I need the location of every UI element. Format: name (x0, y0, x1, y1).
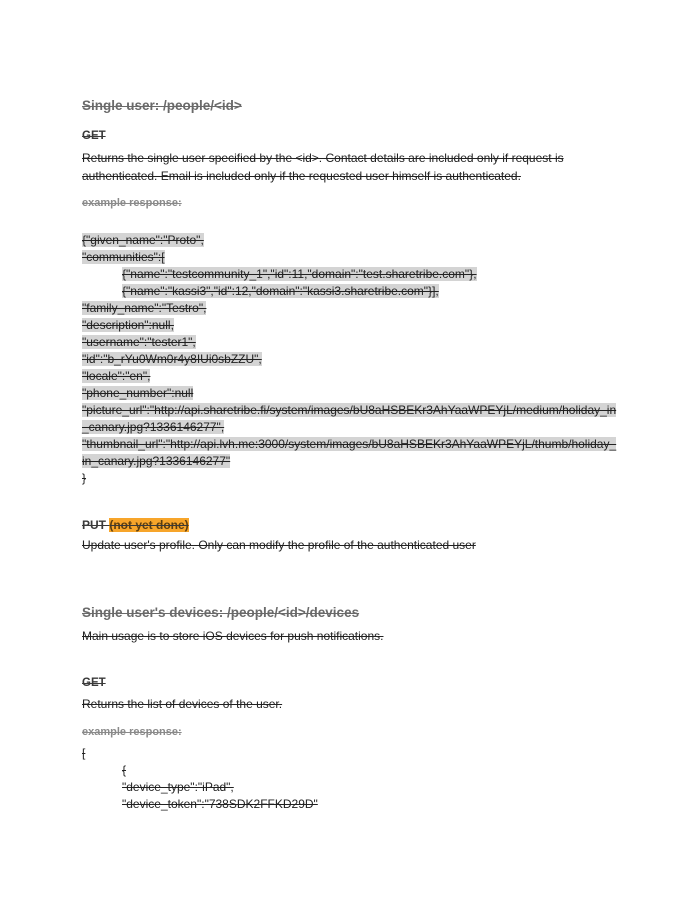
code-line: {"name":"testcommunity_1","id":11,"domain":"test.sharetribe.com"}, (122, 267, 477, 281)
code-line: "picture_url":"http://api.sharetribe.fi/system/images/bU8aHSBEKr3AhYaaWPEYjL/medium/holiday_in_canary.jpg?1336146277", (82, 403, 617, 434)
code-line: { (122, 763, 127, 777)
code-line: "communities":[ (82, 250, 165, 264)
code-line: "id":"b_rYu0Wm0r4y8IUi0sbZZU", (82, 352, 262, 366)
put-description: Update user's profile. Only can modify the profile of the authenticated user (82, 538, 476, 552)
code-line: {"name":"kassi3","id":12,"domain":"kassi3.sharetribe.com"}], (122, 284, 439, 298)
code-line: "username":"tester1", (82, 335, 196, 349)
put-method-line (82, 518, 189, 532)
code-line: "locale":"en", (82, 369, 151, 383)
put-method-label: PUT (82, 518, 106, 532)
devices-get-method-label: GET (82, 677, 106, 689)
section-heading-single-user: Single user: /people/<id> (82, 98, 242, 113)
section-heading-user-devices: Single user's devices: /people/<id>/devices (82, 605, 360, 620)
devices-get-description: Returns the list of devices of the user. (82, 697, 283, 711)
code-line: {"given_name":"Proto", (82, 233, 204, 247)
code-line: "description":null, (82, 318, 174, 332)
code-line: "phone_number":null (82, 386, 194, 400)
get-method-label: GET (82, 130, 106, 142)
code-line: "device_type":"iPad", (122, 780, 234, 794)
example-response-label: example response: (82, 197, 182, 209)
get-description: Returns the single user specified by the <id>. Contact details are included only if request is authenticated. Email is included only if the requested user himself is authenticated. (82, 151, 564, 183)
code-line: "thumbnail_url":"http://api.lvh.me:3000/system/images/bU8aHSBEKr3AhYaaWPEYjL/thumb/holiday_in_canary.jpg?1336146277" (82, 437, 617, 468)
code-line: } (82, 471, 87, 485)
code-line: "family_name":"Testro", (82, 301, 207, 315)
code-line: "device_token":"738SDK2FFKD29D" (122, 797, 318, 811)
devices-intro: Main usage is to store iOS devices for push notifications. (82, 629, 384, 643)
devices-example-response-label: example response: (82, 726, 182, 738)
not-yet-done-badge: (not yet done) (109, 518, 189, 532)
code-line: [ (82, 746, 86, 760)
